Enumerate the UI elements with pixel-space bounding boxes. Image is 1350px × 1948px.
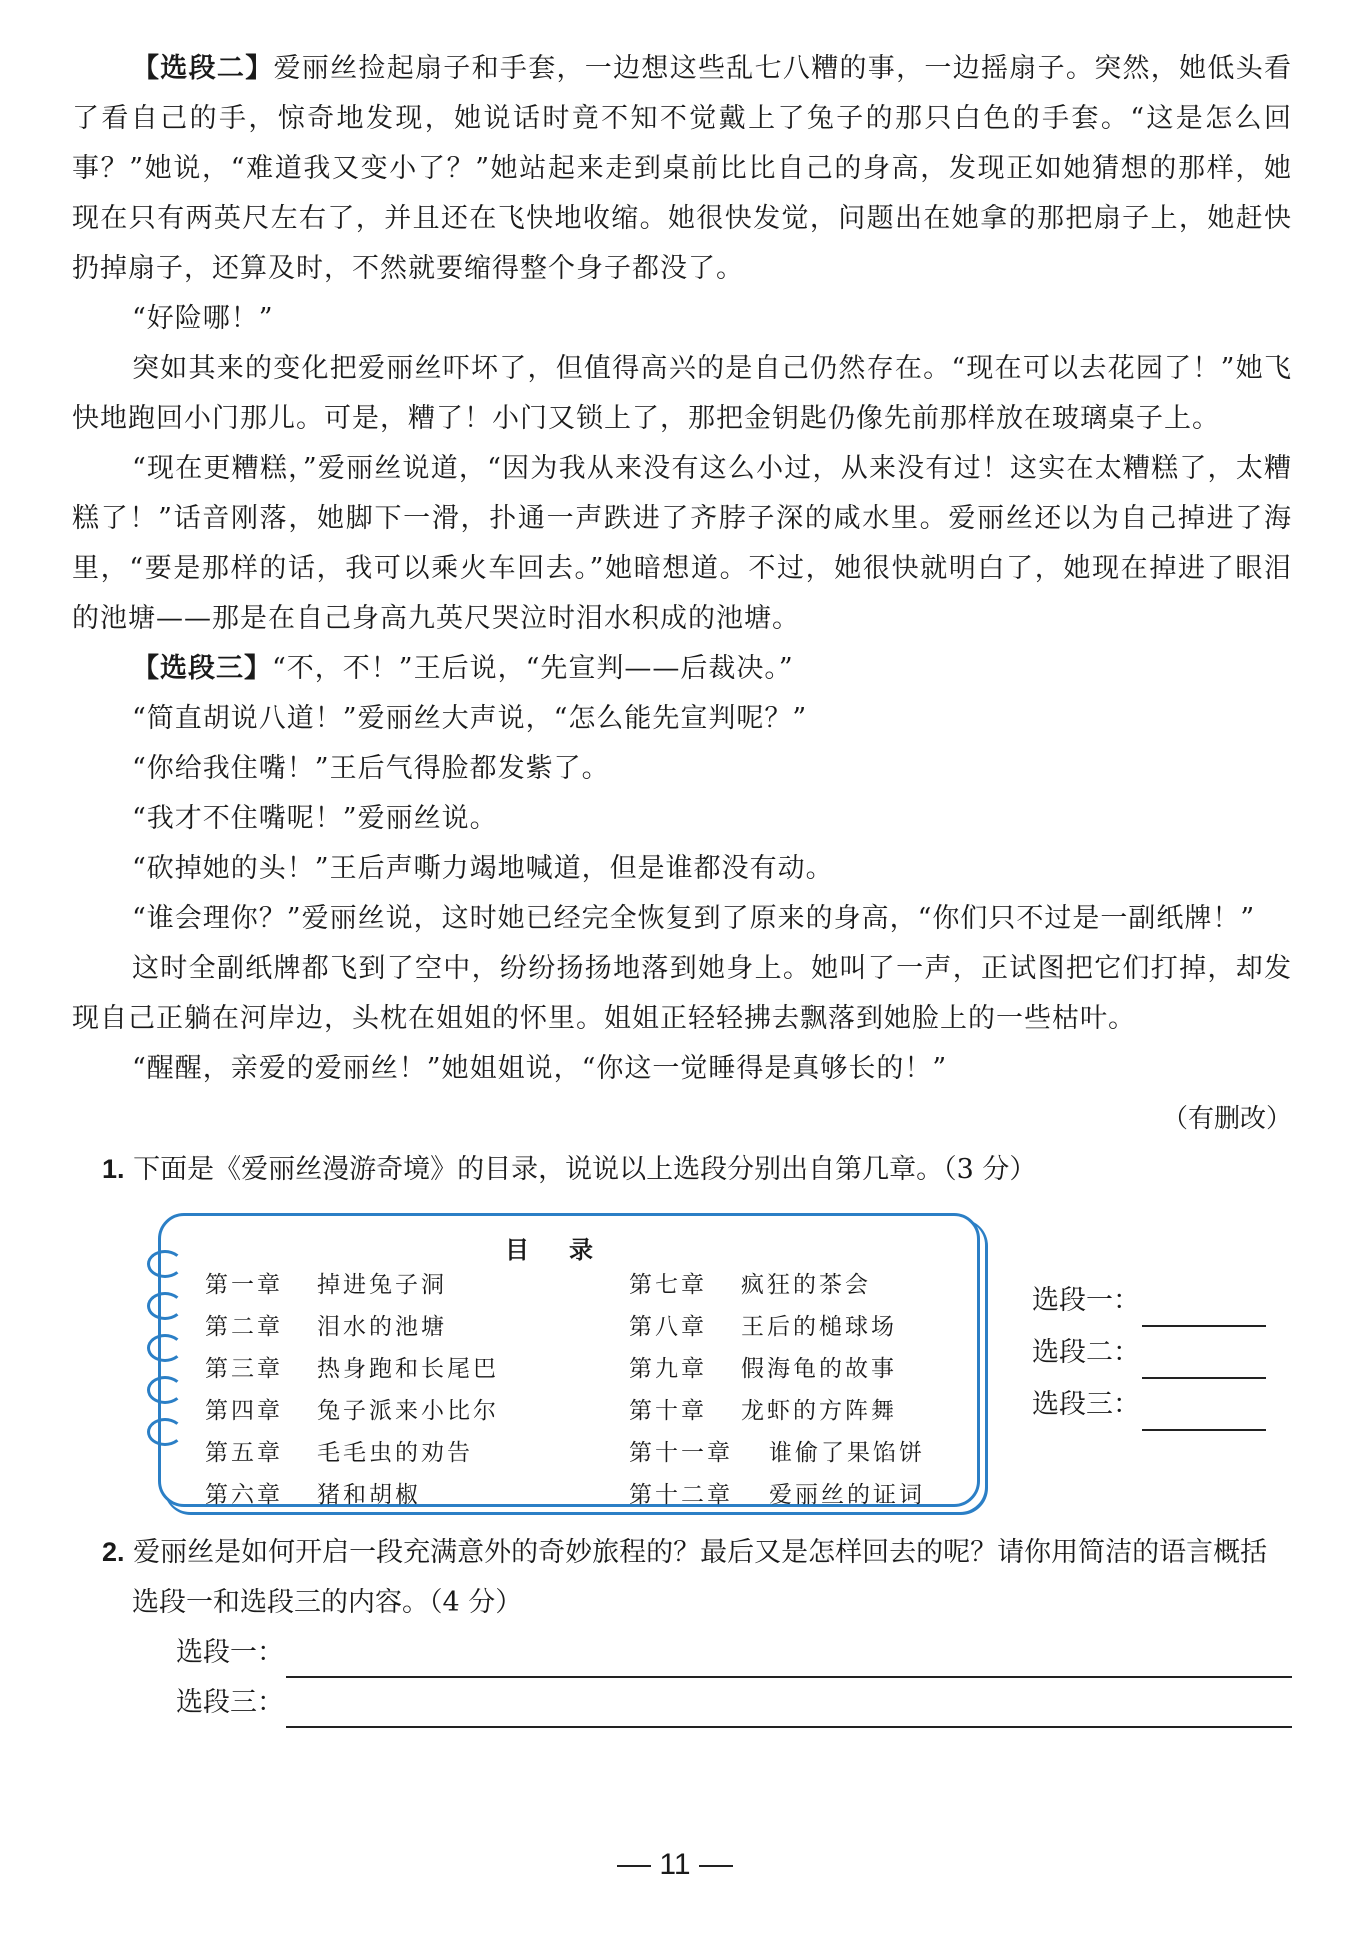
toc-chapter-title: 疯狂的茶会 bbox=[741, 1272, 871, 1298]
toc-chapter-number: 第十一章 bbox=[629, 1440, 733, 1466]
toc-chapter-title: 泪水的池塘 bbox=[317, 1314, 447, 1340]
question-2 bbox=[72, 1527, 1292, 1628]
toc-chapter-title: 王后的槌球场 bbox=[741, 1314, 897, 1340]
question-text: 下面是《爱丽丝漫游奇境》的目录，说说以上选段分别出自第几章。（3 分） bbox=[133, 1154, 1037, 1185]
toc-chapter-number: 第五章 bbox=[205, 1440, 283, 1466]
passage-section-2-paragraph-1 bbox=[72, 44, 1292, 294]
passage-paragraph: 突如其来的变化把爱丽丝吓坏了，但值得高兴的是自己仍然存在。“现在可以去花园了！”她飞快地跑回小门那儿。可是，糟了！小门又锁上了，那把金钥匙仍像先前那样放在玻璃桌子上。 bbox=[72, 353, 1292, 434]
paragraph-text: 爱丽丝捡起扇子和手套，一边想这些乱七八糟的事，一边摇扇子。突然，她低头看了看自己的手，惊奇地发现，她说话时竟不知不觉戴上了兔子的那只白色的手套。“这是怎么回事？”她说，“难道我又变小了？”她站起来走到桌前比比自己的身高，发现正如她猜想的那样，她现在只有两英尺左右了，并且还在飞快地收缩。她很快发觉，问题出在她拿的那把扇子上，她赶快扔掉扇子，还算及时，不然就要缩得整个身子都没了。 bbox=[72, 53, 1292, 284]
question-2-answer-lines bbox=[72, 1628, 1292, 1728]
toc-entry bbox=[205, 1390, 499, 1432]
toc-right-column bbox=[629, 1264, 925, 1516]
toc-chapter-title: 谁偷了果馅饼 bbox=[769, 1440, 925, 1466]
question-number: 1. bbox=[102, 1154, 125, 1184]
toc-chapter-title: 掉进兔子洞 bbox=[317, 1272, 447, 1298]
toc-chapter-number: 第六章 bbox=[205, 1482, 283, 1508]
page-number bbox=[0, 1848, 1350, 1882]
passage-paragraph: “我才不住嘴呢！”爱丽丝说。 bbox=[132, 803, 498, 834]
passage-paragraph: “砍掉她的头！”王后声嘶力竭地喊道，但是谁都没有动。 bbox=[132, 853, 834, 884]
table-of-contents-box bbox=[158, 1213, 980, 1507]
writing-line-label: 选段三： bbox=[176, 1687, 284, 1718]
writing-line bbox=[72, 1628, 1292, 1678]
toc-chapter-number: 第三章 bbox=[205, 1356, 283, 1382]
answer-line bbox=[1032, 1327, 1266, 1379]
edit-note: （有删改） bbox=[1161, 1104, 1292, 1134]
answer-line bbox=[1032, 1275, 1266, 1327]
toc-entry bbox=[629, 1390, 925, 1432]
toc-chapter-title: 兔子派来小比尔 bbox=[317, 1398, 499, 1424]
toc-entry bbox=[629, 1474, 925, 1516]
passage-paragraph: “醒醒，亲爱的爱丽丝！”她姐姐说，“你这一觉睡得是真够长的！” bbox=[132, 1053, 948, 1084]
toc-chapter-title: 假海龟的故事 bbox=[741, 1356, 897, 1382]
toc-chapter-number: 第一章 bbox=[205, 1272, 283, 1298]
binder-ring-icon bbox=[147, 1334, 183, 1362]
question-1 bbox=[72, 1144, 1292, 1195]
toc-entry bbox=[629, 1348, 925, 1390]
toc-chapter-title: 毛毛虫的劝告 bbox=[317, 1440, 473, 1466]
dash-right bbox=[699, 1865, 733, 1867]
toc-entry bbox=[629, 1306, 925, 1348]
passage-paragraph: “谁会理你？”爱丽丝说，这时她已经完全恢复到了原来的身高，“你们只不过是一副纸牌！” bbox=[132, 903, 1256, 934]
answer-line bbox=[1032, 1379, 1266, 1431]
passage-paragraph: “你给我住嘴！”王后气得脸都发紫了。 bbox=[132, 753, 610, 784]
toc-chapter-title: 爱丽丝的证词 bbox=[769, 1482, 925, 1508]
writing-line bbox=[72, 1678, 1292, 1728]
section-3-label: 【选段三】 bbox=[132, 653, 272, 684]
writing-blank[interactable] bbox=[286, 1692, 1292, 1728]
toc-entry bbox=[205, 1432, 499, 1474]
writing-line-label: 选段一： bbox=[176, 1637, 284, 1668]
toc-title: 目录 bbox=[505, 1236, 633, 1264]
writing-blank[interactable] bbox=[286, 1642, 1292, 1678]
toc-chapter-number: 第四章 bbox=[205, 1398, 283, 1424]
toc-entry bbox=[629, 1264, 925, 1306]
toc-entry bbox=[205, 1306, 499, 1348]
answer-blank[interactable] bbox=[1142, 1347, 1266, 1379]
answer-blanks bbox=[1032, 1275, 1266, 1431]
toc-chapter-number: 第二章 bbox=[205, 1314, 283, 1340]
toc-chapter-number: 第八章 bbox=[629, 1314, 707, 1340]
binder-ring-icon bbox=[147, 1418, 183, 1446]
binder-ring-icon bbox=[147, 1292, 183, 1320]
binder-ring-icon bbox=[147, 1376, 183, 1404]
toc-chapter-number: 第十章 bbox=[629, 1398, 707, 1424]
toc-chapter-number: 第九章 bbox=[629, 1356, 707, 1382]
toc-chapter-title: 龙虾的方阵舞 bbox=[741, 1398, 897, 1424]
toc-entry bbox=[205, 1348, 499, 1390]
answer-label: 选段二： bbox=[1032, 1337, 1140, 1368]
dash-left bbox=[617, 1865, 651, 1867]
answer-label: 选段一： bbox=[1032, 1285, 1140, 1316]
toc-chapter-title: 热身跑和长尾巴 bbox=[317, 1356, 499, 1382]
paragraph-text: “不，不！”王后说，“先宣判——后裁决。” bbox=[272, 653, 794, 684]
passage-paragraph: “好险哪！” bbox=[132, 303, 274, 334]
toc-chapter-number: 第七章 bbox=[629, 1272, 707, 1298]
answer-label: 选段三： bbox=[1032, 1389, 1140, 1420]
page-content bbox=[72, 44, 1292, 1728]
toc-chapter-number: 第十二章 bbox=[629, 1482, 733, 1508]
toc-left-column bbox=[205, 1264, 499, 1516]
question-text: 爱丽丝是如何开启一段充满意外的奇妙旅程的？最后又是怎样回去的呢？请你用简洁的语言概括选段一和选段三的内容。（4 分） bbox=[132, 1537, 1268, 1618]
answer-blank[interactable] bbox=[1142, 1295, 1266, 1327]
answer-blank[interactable] bbox=[1142, 1399, 1266, 1431]
toc-entry bbox=[205, 1264, 499, 1306]
section-2-label: 【选段二】 bbox=[132, 53, 274, 84]
question-1-content bbox=[72, 1207, 1292, 1527]
question-number: 2. bbox=[102, 1537, 125, 1567]
passage-paragraph: “简直胡说八道！”爱丽丝大声说，“怎么能先宣判呢？” bbox=[132, 703, 808, 734]
passage-paragraph: 这时全副纸牌都飞到了空中，纷纷扬扬地落到她身上。她叫了一声，正试图把它们打掉，却发现自己正躺在河岸边，头枕在姐姐的怀里。姐姐正轻轻拂去飘落到她脸上的一些枯叶。 bbox=[72, 953, 1292, 1034]
page-number-text: 11 bbox=[659, 1848, 691, 1881]
passage-section-3-paragraph-1 bbox=[72, 644, 1292, 694]
toc-entry bbox=[205, 1474, 499, 1516]
passage-paragraph: “现在更糟糕，”爱丽丝说道，“因为我从来没有这么小过，从来没有过！这实在太糟糕了，太糟糕了！”话音刚落，她脚下一滑，扑通一声跌进了齐脖子深的咸水里。爱丽丝还以为自己掉进了海里，“要是那样的话，我可以乘火车回去。”她暗想道。不过，她很快就明白了，她现在掉进了眼泪的池塘——那是在自己身高九英尺哭泣时泪水积成的池塘。 bbox=[72, 453, 1292, 634]
toc-chapter-title: 猪和胡椒 bbox=[317, 1482, 421, 1508]
toc-entry bbox=[629, 1432, 925, 1474]
